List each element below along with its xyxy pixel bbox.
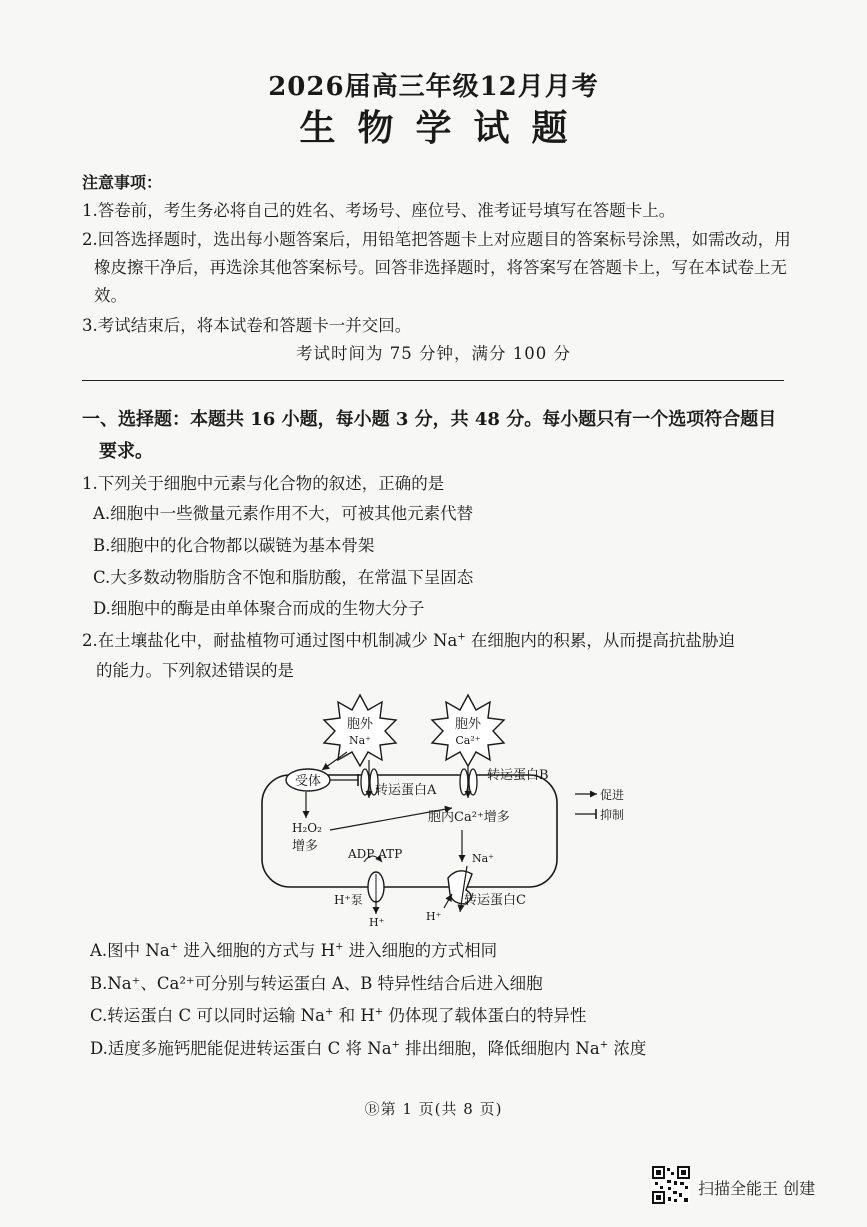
transport-protein-b-label: 转运蛋白B [487,768,549,783]
divider [82,380,784,381]
section-heading-line1: 一、选择题：本题共 16 小题，每小题 3 分，共 48 分。每小题只有一个选项符合题目 [82,409,777,430]
q2-a-part2: 进入细胞的方式与 [178,941,321,960]
h2o2-label: H₂O₂ [292,821,322,835]
q2-a-ion1-charge: + [169,941,179,953]
q2-d-part3: 浓度 [608,1039,647,1058]
outside-ca-burst [432,695,504,766]
q2-d-ion2-charge: + [599,1039,609,1051]
q2-c-ion2: H [360,1006,375,1025]
q2-d-ion1: Na [367,1039,392,1058]
ion-transport-diagram [252,690,632,930]
qr-code-icon [652,1166,690,1204]
legend-inhibit: 抑制 [600,808,625,822]
question-2-option-b: B.Na⁺、Ca²⁺可分别与转运蛋白 A、B 特异性结合后进入细胞 [90,974,543,993]
q2-a-part3: 进入细胞的方式相同 [343,941,498,960]
q2-d-ion1-charge: + [391,1039,400,1051]
h-pump-label: H⁺泵 [334,893,363,907]
q2-stem-part2: 在细胞内的积累，从而提高抗盐胁迫 [465,631,735,650]
q2-a-ion2-charge: + [334,941,344,953]
exam-time-info: 考试时间为 75 分钟，满分 100 分 [296,344,571,363]
q2-c-ion1: Na [300,1006,325,1025]
transport-protein-c-label: 转运蛋白C [464,893,526,908]
question-1-option-a: A.细胞中一些微量元素作用不大，可被其他元素代替 [93,504,474,523]
q2-c-ion1-charge: + [324,1006,334,1018]
inside-ca-label: 胞内Ca²⁺增多 [428,810,510,825]
receptor-label: 受体 [294,774,322,789]
h-out-label: H⁺ [369,916,385,929]
q2-c-part1: C.转运蛋白 C 可以同时运输 [90,1006,301,1025]
question-2-option-a [90,936,497,966]
h2o2-increase-label: 增多 [292,839,319,854]
q2-stem-ion: Na [433,631,458,650]
outside-na-burst [324,695,396,766]
q2-a-ion1: Na [145,941,170,960]
q2-a-part1: A.图中 [90,941,146,960]
question-1-option-c: C.大多数动物脂肪含不饱和脂肪酸，在常温下呈固态 [93,568,474,587]
question-1-option-b: B.细胞中的化合物都以碳链为基本骨架 [93,536,375,555]
q2-stem-line2: 的能力。下列叙述错误的是 [96,661,294,680]
question-1-option-d: D.细胞中的酶是由单体聚合而成的生物大分子 [93,599,425,618]
q2-stem-ion-charge: + [457,631,466,643]
outside-ca-label1: 胞外 [454,717,482,732]
outside-na-label1: 胞外 [346,717,374,732]
question-2-option-c [90,1001,586,1031]
q2-c-part2: 和 [333,1006,361,1025]
outside-na-label2: Na⁺ [349,734,371,747]
q2-d-part2: 排出细胞，降低细胞内 [399,1039,576,1058]
na-plus-label: Na⁺ [472,852,494,865]
q2-c-ion2-charge: + [374,1006,384,1018]
q2-d-ion2: Na [575,1039,600,1058]
h-in-label: H⁺ [426,910,442,923]
legend-promote: 促进 [600,788,625,802]
outside-ca-label2: Ca²⁺ [455,734,481,747]
section-heading [82,404,802,468]
adp-atp-label: ADP ATP [348,847,403,861]
q2-c-part3: 仍体现了载体蛋白的特异性 [383,1006,587,1025]
exam-title: 2026届高三年级12月月考 [268,72,599,102]
transport-protein-a-label: 转运蛋白A [375,783,437,798]
question-2-stem [82,626,792,686]
question-1-stem: 1.下列关于细胞中元素与化合物的叙述，正确的是 [82,474,445,493]
section-heading-line2: 要求。 [99,441,153,462]
notice-item-3: 3.考试结束后，将本试卷和答题卡一并交回。 [82,316,412,335]
page-footer: Ⓑ第 1 页(共 8 页) [364,1100,503,1118]
question-2-option-d [90,1034,646,1064]
notice-item-2: 2.回答选择题时，选出每小题答案后，用铅笔把答题卡上对应题目的答案标号涂黑，如需改动，用橡皮擦干净后，再选涂其他答案标号。回答非选择题时，将答案写在答题卡上，写在本试卷上无效。 [82,230,791,305]
q2-d-part1: D.适度多施钙肥能促进转运蛋白 C 将 [90,1039,368,1058]
q2-stem-part1: 2.在土壤盐化中，耐盐植物可通过图中机制减少 [82,631,433,650]
subject-title: 生物学试题 [299,107,590,149]
notice-item-1: 1.答卷前，考生务必将自己的姓名、考场号、座位号、准考证号填写在答题卡上。 [82,201,676,220]
notice-title: 注意事项： [82,173,163,192]
scanner-watermark: 扫描全能王 创建 [698,1179,816,1198]
q2-a-ion2: H [320,941,335,960]
